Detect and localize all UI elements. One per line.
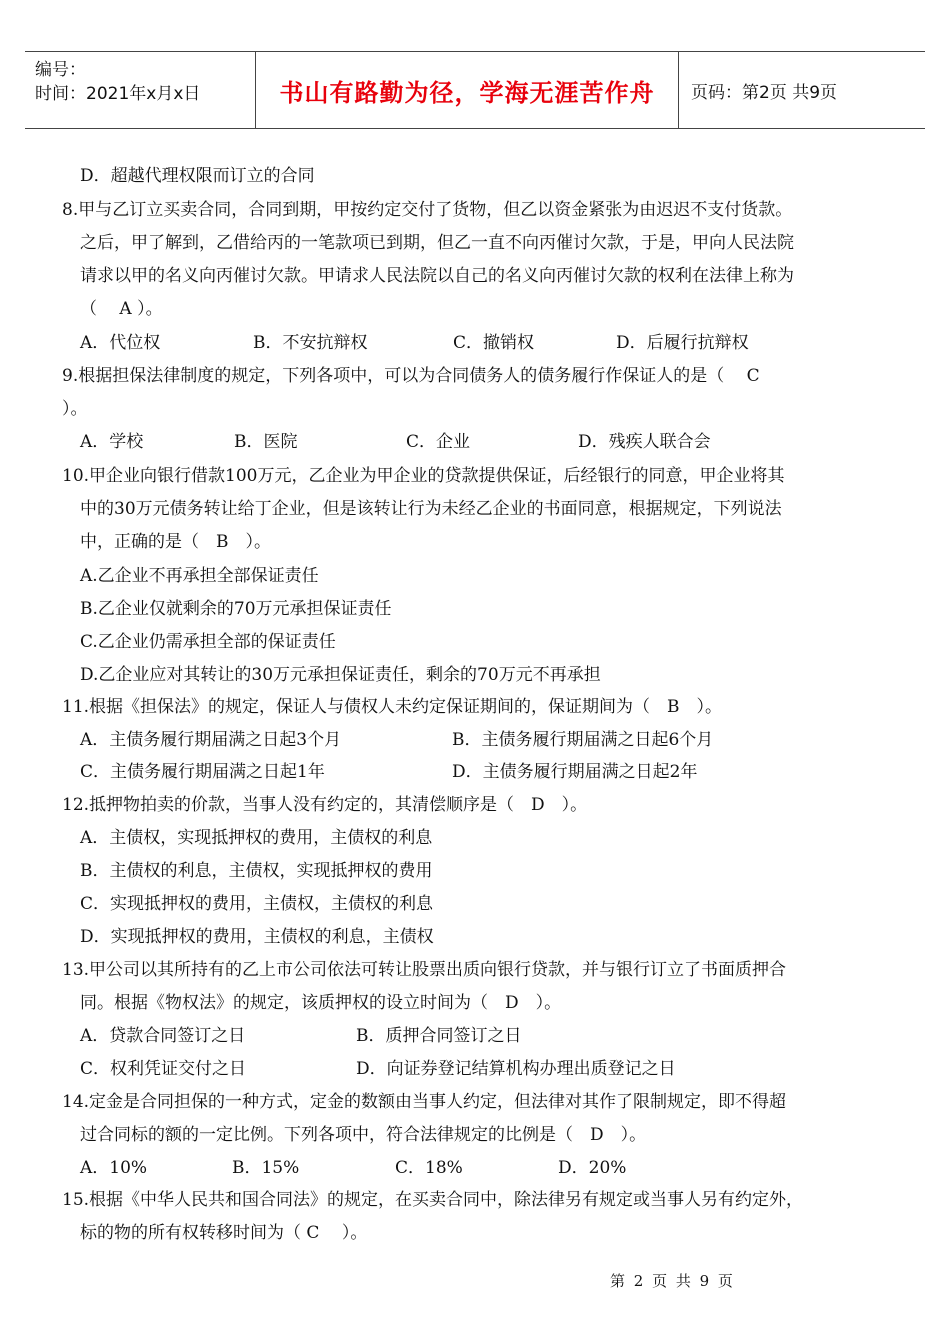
question-10-text: 10.甲企业向银行借款100万元，乙企业为甲企业的贷款提供保证，后经银行的同意，甲企业将其 [62,466,785,486]
question-14-text: 14.定金是合同担保的一种方式，定金的数额由当事人约定，但法律对其作了限制规定，即不得超 [62,1092,787,1112]
header-page-number: 页码：第2页 共9页 [691,82,838,103]
question-15-text: 标的物的所有权转移时间为（ C ）。 [80,1223,368,1243]
question-15-text: 15.根据《中华人民共和国合同法》的规定，在买卖合同中，除法律另有规定或当事人另有约定外， [62,1190,804,1210]
question-13-text: 13.甲公司以其所持有的乙上市公司依法可转让股票出质向银行贷款，并与银行订立了书面质押合 [62,960,787,980]
option-a: A．10% [80,1158,148,1178]
question-8-text: 8.甲与乙订立买卖合同，合同到期，甲按约定交付了货物，但乙以资金紧张为由迟迟不支付货款。 [62,200,793,220]
document-number-label: 编号： [35,60,86,80]
page-footer: 第 2 页 共 9 页 [610,1272,735,1290]
question-8-text: 请求以甲的名义向丙催讨欠款。甲请求人民法院以自己的名义向丙催讨欠款的权利在法律上称为 [80,266,794,286]
question-8-answer: （ A ）。 [80,299,163,319]
option-c: C．18% [395,1158,463,1178]
question-8-text: 之后，甲了解到，乙借给丙的一笔款项已到期，但乙一直不向丙催讨欠款，于是，甲向人民法院 [80,233,794,253]
option-d: D．主债务履行期届满之日起2年 [452,762,698,782]
question-11-text: 11.根据《担保法》的规定，保证人与债权人未约定保证期间的，保证期间为（ B ）。 [62,697,723,717]
option-c: C．企业 [406,432,471,452]
option-a: A．代位权 [80,333,161,353]
option-b: B．15% [232,1158,300,1178]
option-a: A．学校 [80,432,144,452]
option-c: C．实现抵押权的费用，主债权，主债权的利息 [80,894,434,914]
option-d: D．后履行抗辩权 [616,333,749,353]
question-10-text: 中，正确的是（ B ）。 [80,532,271,552]
option-d: D．20% [558,1158,627,1178]
question-9-text: ）。 [62,399,88,419]
option-b: B.乙企业仅就剩余的70万元承担保证责任 [80,599,392,619]
option-d: D．实现抵押权的费用，主债权的利息，主债权 [80,927,434,947]
header-meta [25,52,255,128]
option-a: A．主债权，实现抵押权的费用，主债权的利息 [80,828,433,848]
option-b: B．主债权的利息，主债权，实现抵押权的费用 [80,861,433,881]
option-a: A．主债务履行期届满之日起3个月 [80,730,342,750]
option-a: A.乙企业不再承担全部保证责任 [80,566,319,586]
option-c: C．撤销权 [453,333,535,353]
option-b: B．主债务履行期届满之日起6个月 [452,730,714,750]
header-motto: 书山有路勤为径，学海无涯苦作舟 [255,52,679,128]
option-a: A．贷款合同签订之日 [80,1026,246,1046]
option-b: B．质押合同签订之日 [356,1026,522,1046]
option-line: D．超越代理权限而订立的合同 [80,166,315,186]
option-c: C．权利凭证交付之日 [80,1059,247,1079]
option-c: C．主债务履行期届满之日起1年 [80,762,325,782]
question-13-text: 同。根据《物权法》的规定，该质押权的设立时间为（ D ）。 [80,993,562,1013]
option-c: C.乙企业仍需承担全部的保证责任 [80,632,336,652]
option-d: D．残疾人联合会 [578,432,711,452]
option-d: D．向证券登记结算机构办理出质登记之日 [356,1059,676,1079]
question-14-text: 过合同标的额的一定比例。下列各项中，符合法律规定的比例是（ D ）。 [80,1125,647,1145]
option-b: B．不安抗辩权 [253,333,368,353]
question-10-text: 中的30万元债务转让给丁企业，但是该转让行为未经乙企业的书面同意，根据规定，下列说法 [80,499,782,519]
document-time: 时间：2021年x月x日 [35,84,201,104]
question-9-text: 9.根据担保法律制度的规定，下列各项中，可以为合同债务人的债务履行作保证人的是（ C [62,366,760,386]
option-d: D.乙企业应对其转让的30万元承担保证责任，剩余的70万元不再承担 [80,665,601,685]
question-12-text: 12.抵押物拍卖的价款，当事人没有约定的，其清偿顺序是（ D ）。 [62,795,588,815]
page-header [25,51,925,129]
option-b: B．医院 [234,432,298,452]
